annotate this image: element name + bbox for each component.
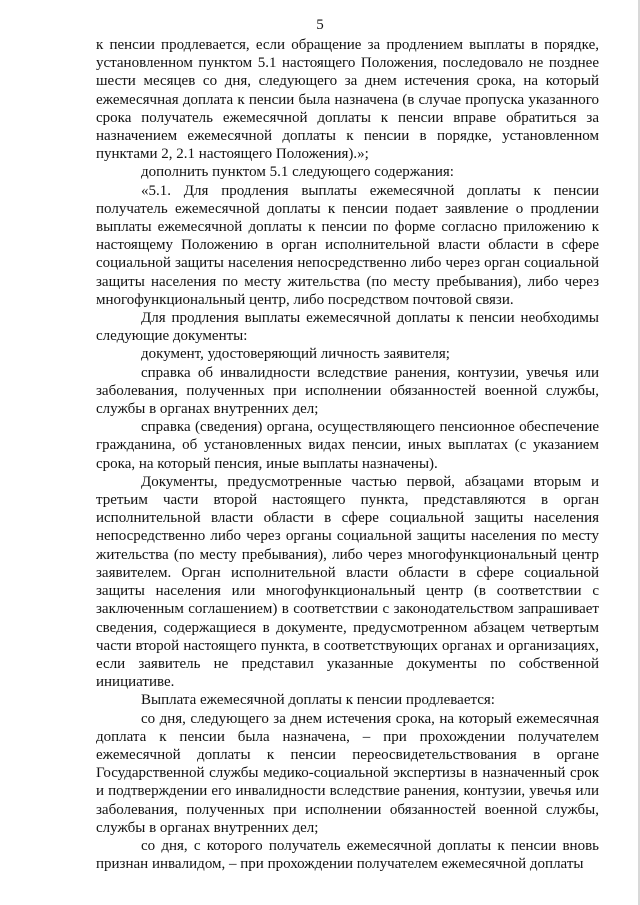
paragraph: «5.1. Для продления выплаты ежемесячной доплаты к пенсии получатель ежемесячной доплаты к пенсии подает заявление о продлении выплаты ежемесячной доплаты к пенсии по форме согласно приложению к настоящему Положению в орган исполнительной власти области в сфере социальной защиты населения непосредственно либо через орган социальной защиты населения по месту жительства (по месту пребывания), либо через многофункциональный центр, либо посредством почтовой связи. [96, 182, 599, 308]
paragraph: документ, удостоверяющий личность заявителя; [141, 346, 450, 363]
paragraph: со дня, с которого получатель ежемесячной доплаты к пенсии вновь признан инвалидом, – при прохождении получателем ежемесячной доплаты [96, 837, 599, 873]
paragraph: Выплата ежемесячной доплаты к пенсии продлевается: [141, 692, 495, 709]
paragraph: Для продления выплаты ежемесячной доплаты к пенсии необходимы следующие документы: [96, 310, 599, 345]
paragraph: справка об инвалидности вследствие ранения, контузии, увечья или заболевания, полученных при исполнении обязанностей военной службы, службы в органах внутренних дел; [96, 364, 599, 418]
paragraph: Документы, предусмотренные частью первой, абзацами вторым и третьим части второй настоящего пункта, представляются в орган исполнительной власти области в сфере социальной защиты населения непосредственно либо через органы социальной защиты населения по месту жительства (по месту пребывания), либо через многофункциональный центр заявителем. Орган исполнительной власти области в сфере социальной защиты населения или многофункциональный центр (в соответствии с заключенным соглашением) в соответствии с законодательством запрашивает сведения, содержащиеся в документе, предусмотренном абзацем четвертым части второй настоящего пункта, в соответствующих органах и организациях, если заявитель не представил указанные документы по собственной инициативе. [96, 473, 599, 691]
page-number: 5 [316, 17, 324, 33]
paragraph: со дня, следующего за днем истечения срока, на который ежемесячная доплата к пенсии была назначена, – при прохождении получателем ежемесячной доплаты к пенсии переосвидетельствования в органе Государственной службы медико-социальной экспертизы в назначенный срок и подтверждении его инвалидности вследствие ранения, контузии, увечья или заболевания, полученных при исполнении обязанностей военной службы, службы в органах внутренних дел; [96, 710, 599, 836]
paragraph: к пенсии продлевается, если обращение за продлением выплаты в порядке, установленном пунктом 5.1 настоящего Положения, последовало не позднее шести месяцев со дня, следующего за днем истечения срока, на который ежемесячная доплата к пенсии была назначена (в случае пропуска указанного срока получатель ежемесячной доплаты к пенсии вправе обратиться за назначением ежемесячной доплаты к пенсии в порядке, установленном пунктами 2, 2.1 настоящего Положения).»; [96, 37, 599, 163]
paragraph: дополнить пунктом 5.1 следующего содержания: [141, 164, 454, 181]
document-body [96, 36, 599, 873]
paragraph: справка (сведения) органа, осуществляющего пенсионное обеспечение гражданина, об установленных видах пенсии, иных выплатах (с указанием срока, на который пенсия, иные выплаты назначены). [96, 419, 599, 472]
